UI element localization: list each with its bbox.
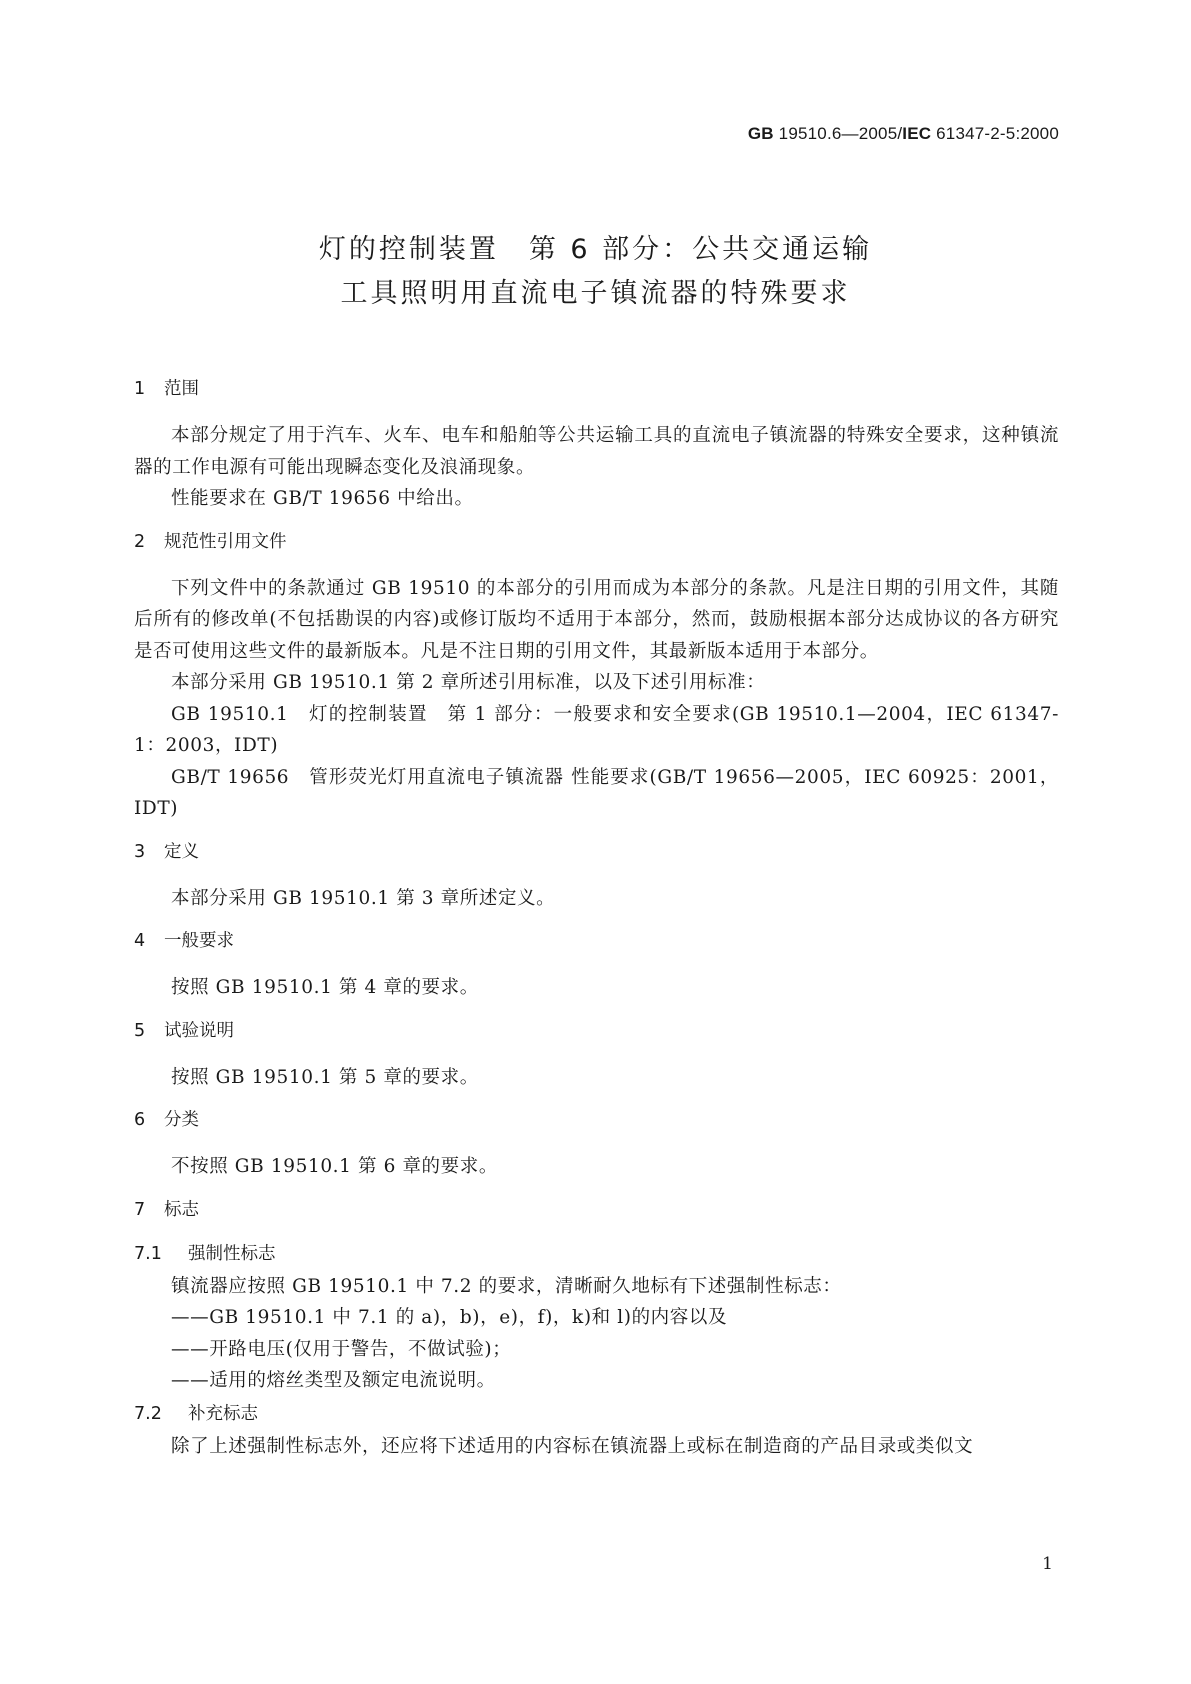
subsection-number: 7.2 xyxy=(134,1403,162,1424)
section-title: 规范性引用文件 xyxy=(164,531,287,552)
section-number: 5 xyxy=(134,1020,146,1041)
section-6-heading xyxy=(134,1103,1059,1137)
section-4-paragraph-1: 按照 GB 19510.1 第 4 章的要求。 xyxy=(171,977,479,998)
section-number: 6 xyxy=(134,1110,146,1130)
title-line-1: 灯的控制装置 第 6 部分：公共交通运输 xyxy=(318,234,873,265)
section-title: 一般要求 xyxy=(164,931,234,951)
list-item: ——适用的熔丝类型及额定电流说明。 xyxy=(171,1370,496,1391)
section-title: 分类 xyxy=(164,1110,199,1130)
section-7-heading xyxy=(134,1193,1059,1227)
section-7-2-heading xyxy=(134,1397,1059,1431)
section-1-heading xyxy=(134,372,1059,406)
section-title: 范围 xyxy=(164,379,199,399)
section-2-paragraph-2: 本部分采用 GB 19510.1 第 2 章所述引用标准，以及下述引用标准： xyxy=(171,672,766,693)
section-title: 试验说明 xyxy=(164,1020,234,1041)
subsection-title: 强制性标志 xyxy=(188,1243,276,1264)
section-7-2-paragraph-1: 除了上述强制性标志外，还应将下述适用的内容标在镇流器上或标在制造商的产品目录或类似文 xyxy=(171,1435,974,1457)
page-number: 1 xyxy=(1042,1554,1053,1574)
section-5-heading xyxy=(134,1014,1059,1048)
section-number: 1 xyxy=(134,379,146,399)
title-line-2: 工具照明用直流电子镇流器的特殊要求 xyxy=(340,278,851,309)
section-6-paragraph-1: 不按照 GB 19510.1 第 6 章的要求。 xyxy=(171,1156,498,1177)
section-number: 3 xyxy=(134,841,146,862)
section-number: 7 xyxy=(134,1199,146,1220)
subsection-title: 补充标志 xyxy=(188,1403,258,1424)
document-title xyxy=(0,228,1191,316)
header-iec: IEC xyxy=(902,124,932,143)
section-number: 4 xyxy=(134,931,146,951)
section-3-heading xyxy=(134,835,1059,869)
list-item: ——GB 19510.1 中 7.1 的 a)，b)，e)，f)，k)和 l)的内容以及 xyxy=(171,1307,728,1328)
section-title: 标志 xyxy=(164,1199,199,1220)
section-1-paragraph-2: 性能要求在 GB/T 19656 中给出。 xyxy=(171,488,474,509)
section-number: 2 xyxy=(134,531,146,552)
subsection-number: 7.1 xyxy=(134,1243,162,1264)
section-7-1-paragraph-1: 镇流器应按照 GB 19510.1 中 7.2 的要求，清晰耐久地标有下述强制性标志： xyxy=(171,1275,842,1297)
section-4-heading xyxy=(134,924,1059,958)
section-2-reference-1: GB 19510.1 灯的控制装置 第 1 部分：一般要求和安全要求(GB 19510.1—2004，IEC 61347-1：2003，IDT) xyxy=(134,703,1059,756)
section-1-paragraph-1: 本部分规定了用于汽车、火车、电车和船舶等公共运输工具的直流电子镇流器的特殊安全要求，这种镇流器的工作电源有可能出现瞬态变化及浪涌现象。 xyxy=(134,425,1059,478)
header-gb: GB xyxy=(747,124,774,143)
section-7-1-heading xyxy=(134,1237,1059,1271)
header-number: 19510.6—2005/ xyxy=(773,124,903,143)
section-5-paragraph-1: 按照 GB 19510.1 第 5 章的要求。 xyxy=(171,1066,479,1088)
section-title: 定义 xyxy=(164,841,199,862)
document-body xyxy=(134,372,1059,1462)
section-2-reference-2: GB/T 19656 管形荧光灯用直流电子镇流器 性能要求(GB/T 19656—2005，IEC 60925：2001，IDT) xyxy=(134,766,1059,819)
page-header xyxy=(748,124,1059,144)
list-item: ——开路电压(仅用于警告，不做试验)； xyxy=(171,1338,512,1360)
section-2-heading xyxy=(134,525,1059,559)
section-3-paragraph-1: 本部分采用 GB 19510.1 第 3 章所述定义。 xyxy=(171,887,556,909)
section-2-paragraph-1: 下列文件中的条款通过 GB 19510 的本部分的引用而成为本部分的条款。凡是注日期的引用文件，其随后所有的修改单(不包括勘误的内容)或修订版均不适用于本部分，然而，鼓励根据本部分达成协议的各方研究是否可使用这些文件的最新版本。凡是不注日期的引用文件，其最新版本适用于本部分。 xyxy=(134,577,1059,662)
header-iec-number: 61347-2-5:2000 xyxy=(931,124,1059,143)
